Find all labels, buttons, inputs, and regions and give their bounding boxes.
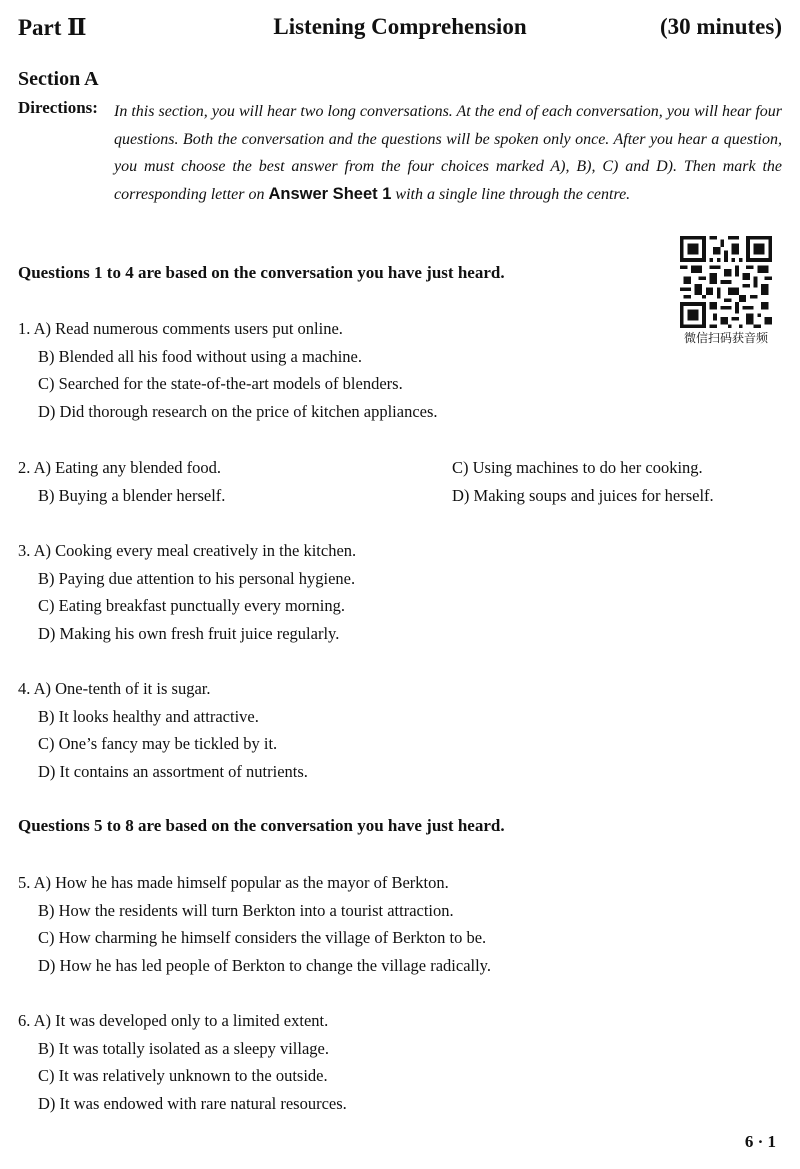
question-1 bbox=[18, 315, 438, 425]
question-6-option-c: C) It was relatively unknown to the outside. bbox=[38, 1066, 328, 1086]
directions-text-before: In this section, you will hear two long conversations. At the end of each conversation, you will hear four questions. Both the conversation and the questions will be spoken only once. After you hear a question, you must choose the best answer from the four choices marked A), B), C) and D). Then mark the corresponding letter on bbox=[114, 103, 782, 203]
question-4-option-b: B) It looks healthy and attractive. bbox=[38, 706, 259, 726]
question-1-option-a: 1. A) Read numerous comments users put online. bbox=[18, 319, 343, 338]
question-6-option-d: D) It was endowed with rare natural resources. bbox=[38, 1093, 347, 1113]
question-3 bbox=[18, 537, 356, 647]
question-2-option-c: C) Using machines to do her cooking. bbox=[452, 458, 703, 477]
question-5 bbox=[18, 869, 491, 979]
group2-heading: Questions 5 to 8 are based on the conversation you have just heard. bbox=[18, 816, 505, 835]
directions-label: Directions: bbox=[18, 98, 98, 117]
question-5-option-c: C) How charming he himself considers the village of Berkton to be. bbox=[38, 928, 487, 948]
question-5-option-d: D) How he has led people of Berkton to change the village radically. bbox=[38, 955, 491, 975]
question-1-option-d: D) Did thorough research on the price of kitchen appliances. bbox=[38, 401, 438, 421]
question-3-option-a: 3. A) Cooking every meal creatively in the kitchen. bbox=[18, 541, 357, 560]
question-3-option-c: C) Eating breakfast punctually every morning. bbox=[38, 596, 345, 616]
directions-text bbox=[114, 98, 782, 208]
question-3-option-d: D) Making his own fresh fruit juice regularly. bbox=[38, 623, 340, 643]
question-2-option-d: D) Making soups and juices for herself. bbox=[452, 485, 714, 505]
question-6 bbox=[18, 1007, 347, 1117]
answer-sheet-label: Answer Sheet 1 bbox=[268, 184, 392, 203]
question-4-option-d: D) It contains an assortment of nutrients. bbox=[38, 761, 308, 781]
question-5-option-a: 5. A) How he has made himself popular as the mayor of Berkton. bbox=[18, 873, 449, 892]
question-2-option-a: 2. A) Eating any blended food. bbox=[18, 458, 221, 477]
question-4-option-a: 4. A) One-tenth of it is sugar. bbox=[18, 679, 211, 698]
question-3-option-b: B) Paying due attention to his personal hygiene. bbox=[38, 568, 356, 588]
section-heading: Section A bbox=[18, 68, 99, 90]
qr-code-icon bbox=[680, 236, 772, 328]
question-2 bbox=[18, 454, 225, 509]
question-5-option-b: B) How the residents will turn Berkton into a tourist attraction. bbox=[38, 900, 454, 920]
question-6-option-b: B) It was totally isolated as a sleepy village. bbox=[38, 1038, 329, 1058]
question-1-option-c: C) Searched for the state-of-the-art models of blenders. bbox=[38, 374, 403, 394]
question-1-option-b: B) Blended all his food without using a machine. bbox=[38, 346, 362, 366]
group1-heading: Questions 1 to 4 are based on the conversation you have just heard. bbox=[18, 263, 505, 282]
question-2-option-b: B) Buying a blender herself. bbox=[38, 485, 226, 505]
question-6-option-a: 6. A) It was developed only to a limited extent. bbox=[18, 1011, 329, 1030]
part-label: Part Ⅱ bbox=[18, 15, 87, 40]
directions-text-after: with a single line through the centre. bbox=[391, 185, 631, 203]
time-limit: (30 minutes) bbox=[659, 14, 782, 39]
page-title: Listening Comprehension bbox=[273, 14, 527, 39]
page-number: 6 · 1 bbox=[744, 1132, 776, 1151]
question-4 bbox=[18, 675, 308, 785]
qr-caption: 微信扫码获音频 bbox=[683, 331, 768, 345]
question-4-option-c: C) One’s fancy may be tickled by it. bbox=[38, 734, 278, 754]
